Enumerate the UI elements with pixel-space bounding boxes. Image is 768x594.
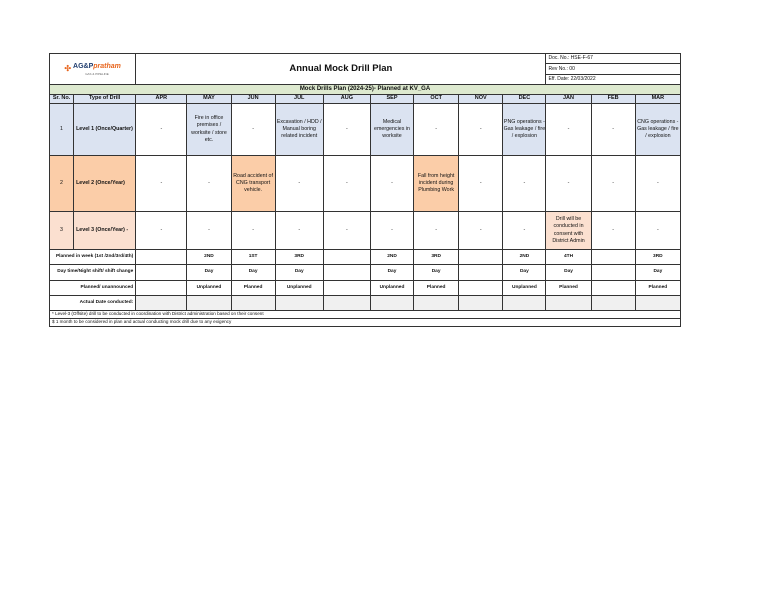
col-header: SEP [370, 95, 413, 104]
logo-subtext: GAS & PIPELINE [85, 71, 109, 76]
schedule-cell: Unplanned [275, 281, 323, 296]
col-header: AUG [323, 95, 370, 104]
schedule-cell: Day [275, 265, 323, 281]
month-cell: - [323, 104, 370, 156]
actual-date-cell[interactable] [635, 296, 680, 311]
col-header: Sr. No. [50, 95, 74, 104]
month-cell: - [370, 212, 413, 250]
month-cell: Drill will be conducted in consent with District Admin [546, 212, 591, 250]
drill-type: Level 1 (Once/Quarter) [74, 104, 136, 156]
drill-type-suffix: - [126, 226, 129, 233]
schedule-cell: Day [231, 265, 275, 281]
schedule-cell: Planned [546, 281, 591, 296]
schedule-cell: Day [414, 265, 459, 281]
schedule-cell: 2ND [503, 250, 546, 265]
month-cell: - [187, 156, 231, 212]
schedule-row-week [50, 250, 681, 265]
schedule-cell: Planned [414, 281, 459, 296]
actual-date-cell[interactable] [591, 296, 635, 311]
month-cell: - [136, 104, 187, 156]
actual-date-cell[interactable] [414, 296, 459, 311]
schedule-cell [591, 250, 635, 265]
rev-number: Rev No.: 00 [546, 64, 681, 74]
plan-subtitle: Mock Drills Plan (2024-25)- Planned at KV_GA [50, 85, 681, 95]
month-cell: - [414, 212, 459, 250]
schedule-cell: Day [187, 265, 231, 281]
drill-type [74, 212, 136, 250]
page-title: Annual Mock Drill Plan [136, 54, 546, 85]
col-header: NOV [459, 95, 503, 104]
actual-date-cell[interactable] [231, 296, 275, 311]
month-cell: - [546, 104, 591, 156]
month-cell: - [187, 212, 231, 250]
schedule-label: Actual Date conducted: [50, 296, 136, 311]
schedule-cell: 3RD [414, 250, 459, 265]
drill-plan-table [49, 53, 681, 327]
schedule-cell [136, 265, 187, 281]
drill-type-label: Level 3 (Once/Year) [76, 226, 125, 233]
schedule-label: Planned in week (1st /2nd/3rd/4th) [50, 250, 136, 265]
actual-date-cell[interactable] [503, 296, 546, 311]
schedule-cell: Day [503, 265, 546, 281]
schedule-cell [323, 281, 370, 296]
month-cell: - [546, 156, 591, 212]
schedule-cell [136, 281, 187, 296]
month-cell: - [323, 156, 370, 212]
schedule-cell: Planned [635, 281, 680, 296]
actual-date-cell[interactable] [459, 296, 503, 311]
schedule-label: Day time/Night shift/ shift change [50, 265, 136, 281]
schedule-cell [136, 250, 187, 265]
schedule-cell [459, 250, 503, 265]
col-header: APR [136, 95, 187, 104]
schedule-cell [323, 250, 370, 265]
col-header: Type of Drill [74, 95, 136, 104]
month-cell: - [459, 104, 503, 156]
table-row-level-1 [50, 104, 681, 156]
month-cell: Fire in office premises / worksite / store etc. [187, 104, 231, 156]
logo-text-pratham: pratham [93, 63, 121, 71]
schedule-cell: Day [635, 265, 680, 281]
schedule-cell [591, 265, 635, 281]
col-header: FEB [591, 95, 635, 104]
footnote: $ 1 month to be considered in plan and actual conducting mock drill due to any exigency [50, 319, 681, 327]
schedule-cell: Planned [231, 281, 275, 296]
schedule-row-planned [50, 281, 681, 296]
month-cell: - [136, 212, 187, 250]
month-cell: - [323, 212, 370, 250]
col-header: JAN [546, 95, 591, 104]
month-cell: Fall from height incident during Plumbing Work [414, 156, 459, 212]
month-cell: - [136, 156, 187, 212]
schedule-cell [459, 281, 503, 296]
table-row-level-3 [50, 212, 681, 250]
schedule-cell: 4TH [546, 250, 591, 265]
col-header: MAR [635, 95, 680, 104]
actual-date-cell[interactable] [370, 296, 413, 311]
table-row-level-2 [50, 156, 681, 212]
schedule-cell [323, 265, 370, 281]
schedule-label: Planned/ unannounced [50, 281, 136, 296]
actual-date-cell[interactable] [136, 296, 187, 311]
logo-icon: ✣ [64, 63, 72, 73]
month-cell: - [591, 156, 635, 212]
schedule-row-actual [50, 296, 681, 311]
doc-number: Doc. No.: HSE-F-67 [546, 54, 681, 64]
month-cell: - [635, 156, 680, 212]
schedule-cell: Day [546, 265, 591, 281]
col-header: JUN [231, 95, 275, 104]
schedule-cell: 2ND [187, 250, 231, 265]
schedule-cell [591, 281, 635, 296]
schedule-cell: Unplanned [503, 281, 546, 296]
month-cell: - [459, 156, 503, 212]
col-header: JUL [275, 95, 323, 104]
month-cell: Road accident of CNG transport vehicle. [231, 156, 275, 212]
schedule-cell: Day [370, 265, 413, 281]
schedule-cell: 2ND [370, 250, 413, 265]
footnote: * Level-3 (Offsite) drill to be conducted in coordination with District administration based on their consent [50, 311, 681, 319]
schedule-row-shift [50, 265, 681, 281]
month-cell: - [503, 156, 546, 212]
sr-no: 2 [50, 156, 74, 212]
actual-date-cell[interactable] [323, 296, 370, 311]
month-cell: - [414, 104, 459, 156]
drill-type: Level 2 (Once/Year) [74, 156, 136, 212]
actual-date-cell[interactable] [187, 296, 231, 311]
col-header: OCT [414, 95, 459, 104]
schedule-cell [459, 265, 503, 281]
column-header-row [50, 95, 681, 104]
month-cell: - [370, 156, 413, 212]
schedule-cell: 3RD [275, 250, 323, 265]
month-cell: PNG operations - Gas leakage / fire / explosion [503, 104, 546, 156]
month-cell: - [591, 104, 635, 156]
schedule-cell: Unplanned [370, 281, 413, 296]
logo-text-agp: AG&P [73, 63, 94, 71]
month-cell: - [503, 212, 546, 250]
actual-date-cell[interactable] [275, 296, 323, 311]
mock-drill-sheet [49, 53, 681, 327]
month-cell: - [275, 212, 323, 250]
col-header: DEC [503, 95, 546, 104]
month-cell: Medical emergencies in worksite [370, 104, 413, 156]
actual-date-cell[interactable] [546, 296, 591, 311]
month-cell: - [231, 212, 275, 250]
sr-no: 3 [50, 212, 74, 250]
schedule-cell: Unplanned [187, 281, 231, 296]
effective-date: Eff. Date: 22/03/2022 [546, 74, 681, 84]
month-cell: - [231, 104, 275, 156]
sr-no: 1 [50, 104, 74, 156]
month-cell: CNG operations - Gas leakage / fire / explosion [635, 104, 680, 156]
month-cell: - [275, 156, 323, 212]
month-cell: - [591, 212, 635, 250]
month-cell: Excavation / HDD / Manual boring related incident [275, 104, 323, 156]
schedule-cell: 1ST [231, 250, 275, 265]
month-cell: - [459, 212, 503, 250]
month-cell: - [635, 212, 680, 250]
company-logo [50, 54, 136, 85]
col-header: MAY [187, 95, 231, 104]
schedule-cell: 3RD [635, 250, 680, 265]
